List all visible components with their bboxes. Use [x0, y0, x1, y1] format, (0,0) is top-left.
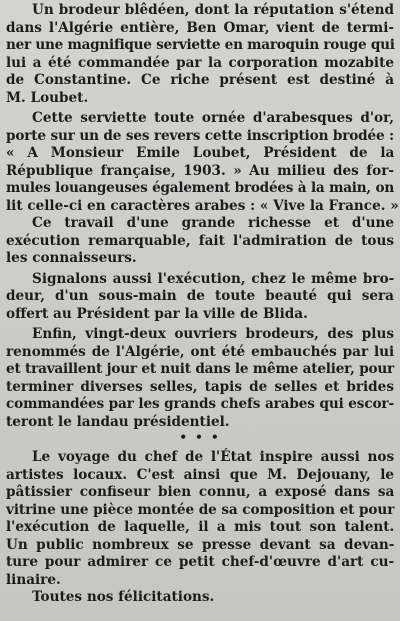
asterism-glyph: • • •: [179, 430, 221, 444]
text-line: Un public nombreux se presse devant sa devan-: [6, 536, 395, 553]
text-line: exécution remarquable, fait l'admiration de tous: [6, 232, 394, 249]
text-line: Signalons aussi l'exécution, chez le même bro-: [32, 270, 395, 287]
text-line: lit celle-ci en caractères arabes : « Vive la France. »: [6, 197, 399, 214]
paragraph-patissier: [6, 449, 394, 589]
paragraph-travail: [6, 215, 394, 268]
text-line: République française, 1903. » Au milieu des for-: [6, 162, 394, 179]
text-line: dans l'Algérie entière, Ben Omar, vient de termi-: [6, 19, 394, 36]
text-line: de Constantine. Ce riche présent est destiné à: [6, 72, 394, 88]
paragraph-ouvriers: [6, 326, 394, 431]
text-line: M. Loubet.: [6, 89, 89, 106]
text-line: Cette serviette toute ornée d'arabesques d'or,: [32, 110, 394, 126]
text-line: lui a été commandée par la corporation mozabite: [6, 54, 394, 71]
text-line: artistes locaux. C'est ainsi que M. Dejouany, le: [6, 466, 395, 483]
text-line: pâtissier confiseur bien connu, a exposé dans sa: [6, 484, 395, 500]
section-separator: [6, 430, 394, 449]
paragraph-serviette: [6, 110, 399, 215]
text-line: Le voyage du chef de l'État inspire aussi nos: [32, 449, 395, 465]
text-line: Toutes nos félicitations.: [32, 589, 215, 605]
text-line: ner une magnifique serviette en maroquin rouge qui: [6, 37, 395, 53]
text-line: terminer diverses selles, tapis de selles et brides: [6, 378, 394, 395]
text-line: deur, d'un sous-main de toute beauté qui sera: [6, 288, 394, 304]
text-line: Ce travail d'une grande richesse et d'une: [32, 215, 394, 231]
text-line: vitrine une pièce montée de sa composition et pour: [6, 501, 395, 518]
text-line: « A Monsieur Emile Loubet, Président de la: [6, 145, 395, 161]
text-line: les connaisseurs.: [6, 250, 137, 266]
text-line: teront le landau présidentiel.: [6, 413, 230, 430]
paragraph-felicitations: [6, 589, 394, 607]
paragraph-brodeur: [6, 2, 394, 107]
text-line: renommés de l'Algérie, ont été embauchés par lui: [6, 343, 395, 360]
text-line: Un brodeur blêdéen, dont la réputation s'étend: [32, 2, 394, 18]
text-line: Enfin, vingt-deux ouvriers brodeurs, des plus: [32, 326, 394, 342]
text-line: et travaillent jour et nuit dans le même atelier, pour: [6, 361, 394, 377]
text-line: ture pour admirer ce petit chef-d'œuvre d'art cu-: [6, 554, 395, 570]
text-line: l'exécution de laquelle, il a mis tout son talent.: [6, 519, 395, 535]
text-line: mules louangeuses également brodées à la main, on: [6, 180, 394, 196]
text-line: offert au Président par la ville de Blida.: [6, 305, 308, 322]
text-line: commandées par les grands chefs arabes qui escor-: [6, 396, 394, 412]
text-line: linaire.: [6, 571, 61, 588]
paragraph-sous-main: [6, 271, 394, 324]
text-line: porte sur un de ses revers cette inscription brodée :: [6, 127, 394, 144]
